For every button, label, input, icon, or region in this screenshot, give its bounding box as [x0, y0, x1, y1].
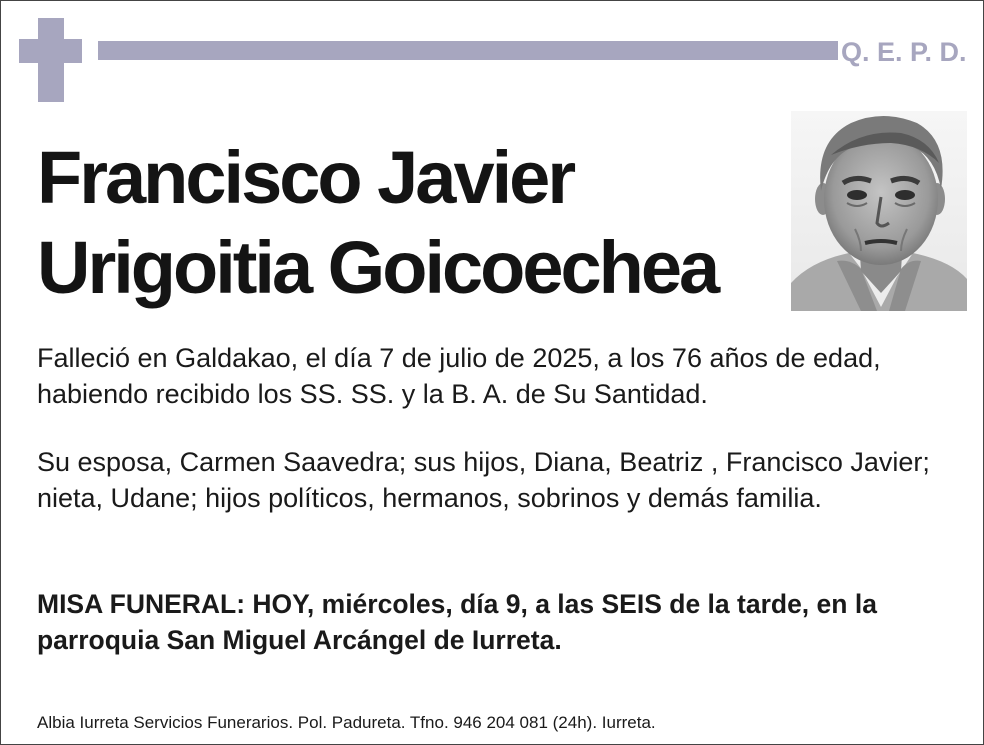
death-notice: Falleció en Galdakao, el día 7 de julio de 2025, a los 76 años de edad, habiendo recibido los SS. SS. y la B. A. de Su Santidad. — [37, 343, 881, 409]
portrait-photo-icon — [791, 111, 967, 311]
cross-icon-horizontal — [19, 39, 82, 63]
deceased-name — [37, 133, 777, 313]
qepd-label: Q. E. P. D. — [841, 37, 967, 67]
name-line-2: Urigoitia Goicoechea — [37, 226, 718, 309]
name-line-1: Francisco Javier — [37, 136, 574, 219]
funeral-home-footer: Albia Iurreta Servicios Funerarios. Pol. Padureta. Tfno. 946 204 081 (24h). Iurreta. — [37, 713, 656, 732]
funeral-mass-notice: MISA FUNERAL: HOY, miércoles, día 9, a las SEIS de la tarde, en la parroquia San Miguel Arcángel de Iurreta. — [37, 589, 877, 655]
family-notice: Su esposa, Carmen Saavedra; sus hijos, Diana, Beatriz , Francisco Javier; nieta, Udane; hijos políticos, hermanos, sobrinos y demás familia. — [37, 447, 930, 513]
header-rule — [98, 41, 838, 60]
